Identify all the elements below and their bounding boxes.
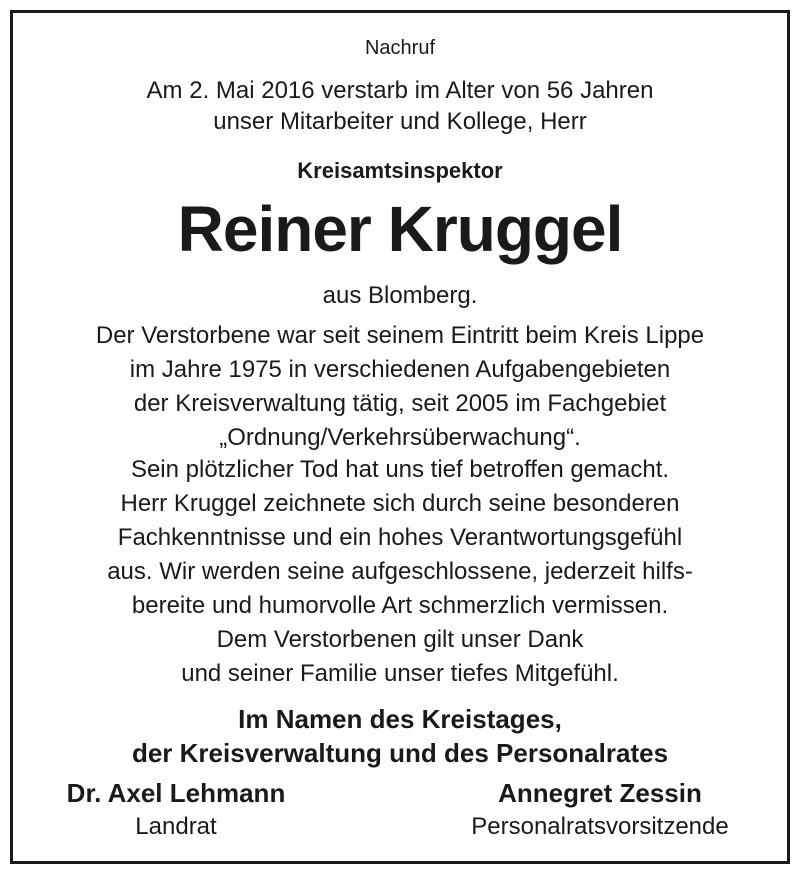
notice-heading: Nachruf <box>364 37 436 59</box>
intro-line: unser Mitarbeiter und Kollege, Herr <box>213 108 587 135</box>
signer-personalrat <box>425 776 775 844</box>
signer-name: Dr. Axel Lehmann <box>66 778 286 808</box>
intro-line: Am 2. Mai 2016 verstarb im Alter von 56 Jahren <box>146 77 654 104</box>
paragraph-line: aus. Wir werden seine aufgeschlossene, jederzeit hilfs- <box>107 558 693 585</box>
paragraph-line: Herr Kruggel zeichnete sich durch seine besonderen <box>120 490 680 517</box>
paragraph-line: Der Verstorbene war seit seinem Eintritt beim Kreis Lippe <box>95 322 705 349</box>
condolence-paragraph <box>13 623 787 691</box>
paragraph-line: „Ordnung/Verkehrsüberwachung“. <box>219 424 581 451</box>
tribute-paragraph <box>13 453 787 623</box>
on-behalf-of <box>13 702 787 770</box>
paragraph-line: Dem Verstorbenen gilt unser Dank <box>216 626 584 653</box>
job-title: Kreisamtsinspektor <box>297 158 503 183</box>
career-paragraph <box>13 319 787 455</box>
on-behalf-line: Im Namen des Kreistages, <box>238 704 562 734</box>
signer-name: Annegret Zessin <box>498 778 702 808</box>
signer-landrat <box>31 776 321 844</box>
on-behalf-line: der Kreisverwaltung und des Personalrates <box>131 738 669 768</box>
paragraph-line: und seiner Familie unser tiefes Mitgefühl. <box>181 660 619 687</box>
paragraph-line: der Kreisverwaltung tätig, seit 2005 im Fachgebiet <box>133 390 667 417</box>
signer-role: Landrat <box>135 813 217 840</box>
paragraph-line: Fachkenntnisse und ein hohes Verantwortungsgefühl <box>117 524 683 551</box>
paragraph-line: im Jahre 1975 in verschiedenen Aufgabengebieten <box>129 356 671 383</box>
paragraph-line: bereite und humorvolle Art schmerzlich vermissen. <box>131 592 669 619</box>
intro-text <box>13 75 787 137</box>
hometown: aus Blomberg. <box>322 282 478 309</box>
signer-role: Personalratsvorsitzende <box>471 813 729 840</box>
deceased-name: Reiner Kruggel <box>177 193 623 265</box>
paragraph-line: Sein plötzlicher Tod hat uns tief betroffen gemacht. <box>130 456 670 483</box>
